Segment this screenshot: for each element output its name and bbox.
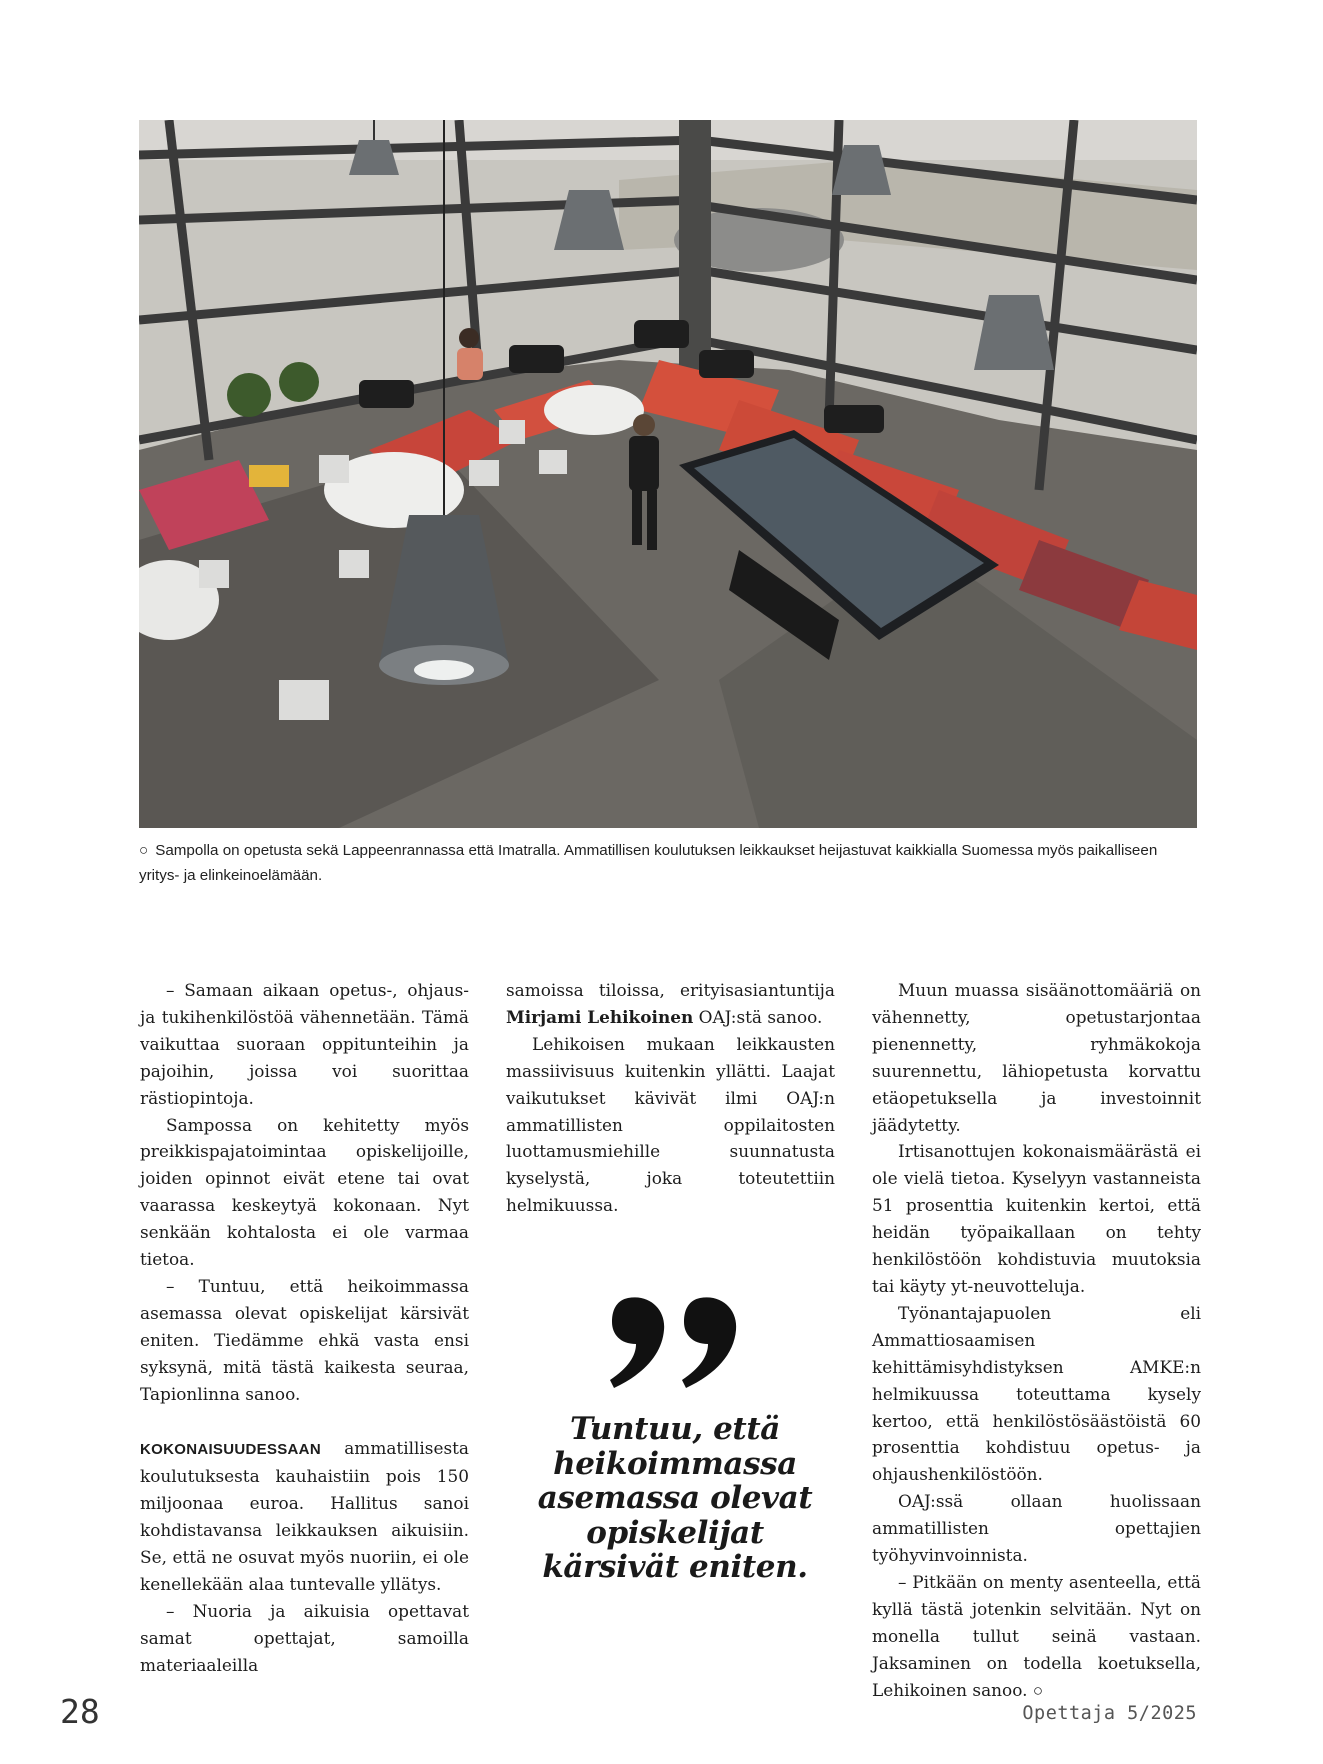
- paragraph: Lehikoisen mukaan leikkausten massiivisuus kuitenkin yllätti. Laajat vaikutukset kävivät ilmi OAJ:n ammatillisten oppilaitosten luottamusmiehille suunnatusta kyselystä, joka toteutettiin helmikuussa.: [506, 1033, 835, 1216]
- paragraph: – Tuntuu, että heikoimmassa asemassa olevat opiskelijat kärsivät eniten. Tiedämme ehkä vasta ensi syksynä, mitä tästä kaikesta seuraa, Tapionlinna sanoo.: [140, 1275, 469, 1404]
- paragraph-text: samoissa tiloissa, erityisasiantuntija: [506, 980, 835, 1000]
- article-photo: [139, 120, 1197, 828]
- paragraph: [506, 977, 835, 1031]
- photo-caption: [139, 838, 1199, 888]
- photo-round-table: [544, 385, 644, 435]
- page-number: 28: [60, 1692, 100, 1731]
- section-lead-paragraph: [140, 1435, 469, 1598]
- paragraph: Työnantajapuolen eli Ammattiosaamisen kehittämisyhdistyksen AMKE:n helmikuussa toteuttama kysely kertoo, että henkilöstösäästöistä 60 prosenttia kohdistuu opetus- ja ohjaushenkilöstöön.: [872, 1302, 1201, 1485]
- person-name: Mirjami Lehikoinen: [506, 1006, 694, 1027]
- paragraph: OAJ:ssä ollaan huolissaan ammatillisten opettajien työhyvinvoinnista.: [872, 1491, 1201, 1566]
- quote-marks-icon: [600, 1288, 750, 1398]
- paragraph-text: ammatillisesta koulutuksesta kauhaistiin pois 150 miljoonaa euroa. Hallitus sanoi kohdistavansa leikkauksen aikuisiin. Se, että ne osuvat myös nuoriin, ei ole kenellekään alaa tuntevalle yllätys.: [140, 1437, 469, 1595]
- paragraph: – Nuoria ja aikuisia opettavat samat opettajat, samoilla materiaaleilla: [140, 1600, 469, 1675]
- paragraph: Irtisanottujen kokonaismäärästä ei ole vielä tietoa. Kyselyyn vastanneista 51 prosenttia kuitenkin kertoi, että heidän työpaikallaan on tehty henkilöstöön kohdistuvia muutoksia tai käyty yt-neuvotteluja.: [872, 1141, 1201, 1296]
- paragraph: Muun muassa sisäänottomääriä on vähennetty, opetustarjontaa pienennetty, ryhmäkokoja suurennettu, lähiopetusta korvattu etäopetuksella ja investoinnit jäädytetty.: [872, 980, 1201, 1135]
- caption-circle-icon: ○: [139, 842, 149, 859]
- paragraph: Sampossa on kehitetty myös preikkispajatoimintaa opiskelijoille, joiden opinnot eivät etene tai ovat vaarassa keskeytyä kokonaan. Nyt senkään kohtalosta ei ole varmaa tietoa.: [140, 1114, 469, 1270]
- paragraph-text: OAJ:stä sanoo.: [698, 1006, 823, 1027]
- magazine-issue: Opettaja 5/2025: [1022, 1703, 1197, 1724]
- caption-text: Sampolla on opetusta sekä Lappeenrannassa että Imatralla. Ammatillisen koulutuksen leikkaukset heijastuvat kaikkialla Suomessa myös paikalliseen yritys- ja elinkeinoelämään.: [139, 842, 1158, 884]
- paragraph-text: – Pitkään on menty asenteella, että kyllä tästä jotenkin selvitään. Nyt on monella tullut seinä vastaan. Jaksaminen on todella koetuksella, Lehikoinen sanoo.: [872, 1571, 1201, 1700]
- pull-quote: Tuntuu, että heikoimmassa asemassa olevat opiskelijat kärsivät eniten.: [537, 1411, 813, 1585]
- paragraph: – Samaan aikaan opetus-, ohjaus- ja tukihenkilöstöä vähennetään. Tämä vaikuttaa suoraan oppitunteihin ja pajoihin, joissa voi suorittaa rästiopintoja.: [140, 980, 469, 1108]
- article-column-3: [872, 977, 1201, 1704]
- lounge-photo-illustration: [139, 120, 1197, 828]
- article-column-1: [140, 977, 469, 1679]
- section-lead-word: KOKONAISUUDESSAAN: [140, 1440, 321, 1458]
- article-column-2: [506, 977, 835, 1219]
- article-end-icon: ○: [1032, 1680, 1044, 1700]
- paragraph: [872, 1569, 1201, 1705]
